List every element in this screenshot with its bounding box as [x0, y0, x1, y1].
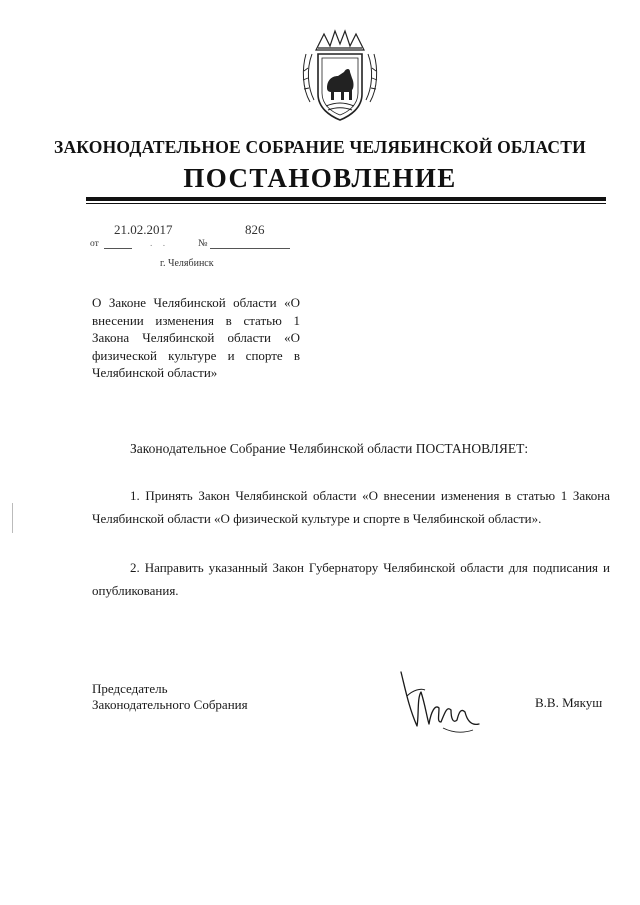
resolution-item-1: 1. Принять Закон Челябинской области «О внесении изменения в статью 1 Закона Челябинской области «О физической культуре и спорте в Челябинской области». [92, 488, 610, 526]
header-rule-thick [86, 197, 606, 201]
coat-of-arms-emblem [296, 28, 384, 128]
signatory-title-line-2: Законодательного Собрания [92, 696, 248, 712]
resolution-intro: Законодательное Собрание Челябинской области ПОСТАНОВЛЯЕТ: [130, 441, 529, 456]
city-label: г. Челябинск [160, 258, 214, 269]
scan-edge-mark [12, 503, 13, 533]
handwritten-signature [395, 668, 485, 740]
document-type-heading: ПОСТАНОВЛЕНИЕ [183, 163, 457, 193]
number-label: № [198, 238, 208, 249]
number-underline [210, 248, 290, 249]
date-underline [104, 248, 132, 249]
date-label: от [90, 239, 99, 249]
document-subject: О Законе Челябинской области «О внесении изменения в статью 1 Закона Челябинской области «О физической культуре и спорте в Челябинской области» [92, 295, 300, 380]
field-dots: . . [150, 239, 170, 249]
resolution-item-2: 2. Направить указанный Закон Губернатору Челябинской области для подписания и опубликования. [92, 560, 610, 598]
organization-title: ЗАКОНОДАТЕЛЬНОЕ СОБРАНИЕ ЧЕЛЯБИНСКОЙ ОБЛАСТИ [54, 137, 586, 157]
signatory-title [92, 681, 248, 712]
document-number: 826 [245, 222, 265, 237]
header-rule-thin [86, 203, 606, 204]
document-date: 21.02.2017 [114, 222, 173, 237]
signatory-name: В.В. Мякуш [535, 695, 603, 710]
signatory-title-line-1: Председатель [92, 681, 168, 696]
